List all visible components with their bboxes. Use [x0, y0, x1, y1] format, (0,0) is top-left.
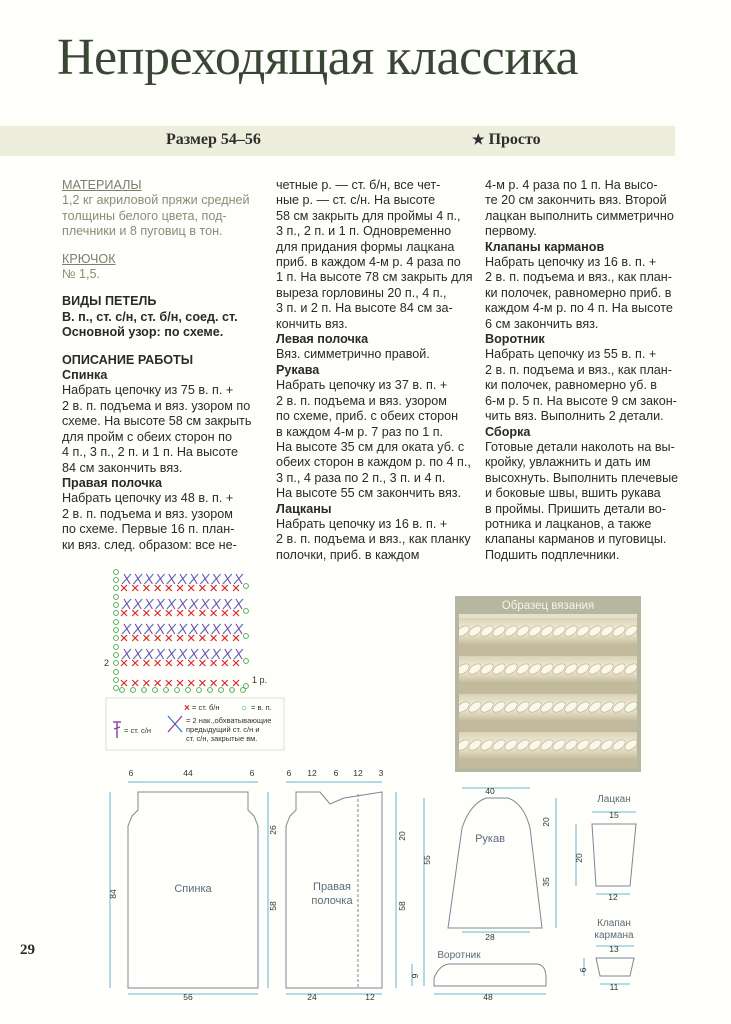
single-crochet-mark	[177, 610, 183, 616]
chain-stitch-mark	[131, 688, 136, 693]
front-dim-t2: 12	[307, 768, 317, 778]
lapel-dim-left: 20	[574, 853, 584, 863]
legend-x-icon: ×	[184, 703, 190, 714]
chain-stitch-mark	[114, 686, 119, 691]
chain-stitch-mark	[244, 634, 249, 639]
chain-stitch-mark	[114, 603, 119, 608]
back-dim-bottom: 56	[183, 992, 193, 1002]
front-label-2: полочка	[311, 895, 353, 907]
sample-title: Образец вязания	[501, 600, 595, 612]
text-line: Спинка	[62, 368, 108, 383]
legend-cross-line-3: ст. с/н, закрытые вм.	[186, 734, 258, 743]
single-crochet-mark	[188, 610, 194, 616]
single-crochet-mark	[222, 585, 228, 591]
text-line: Набрать цепочку из 16 в. п. +	[276, 516, 448, 531]
chain-stitch-mark	[244, 609, 249, 614]
text-column-3	[485, 178, 695, 563]
flap-label-2: кармана	[594, 930, 634, 941]
chart-row-1-label: 1 р.	[252, 675, 268, 685]
chain-stitch-mark	[175, 688, 180, 693]
chain-stitch-mark	[114, 636, 119, 641]
single-crochet-mark	[211, 610, 217, 616]
chain-stitch-mark	[241, 688, 246, 693]
single-crochet-mark	[222, 610, 228, 616]
single-crochet-mark	[121, 635, 127, 641]
single-crochet-mark	[143, 585, 149, 591]
chain-stitch-mark	[153, 688, 158, 693]
legend-o-icon: ○	[241, 703, 248, 714]
star-icon: ★	[472, 133, 485, 148]
line-gap	[62, 240, 268, 252]
sleeve-dim-bottom: 28	[485, 932, 495, 942]
text-line: 2 в. п. подъема и вяз., как планку	[276, 532, 471, 547]
sleeve-dim-right-bottom: 35	[541, 877, 551, 887]
chain-stitch-mark	[120, 688, 125, 693]
single-crochet-mark	[222, 680, 228, 686]
chain-stitch-mark	[114, 628, 119, 633]
front-dim-left-top: 26	[268, 825, 278, 835]
difficulty-text: Просто	[488, 131, 541, 148]
front-dim-bottom: 24	[307, 992, 317, 1002]
text-line: МАТЕРИАЛЫ	[62, 178, 142, 192]
text-line: Лацканы	[276, 501, 332, 516]
text-line: Сборка	[485, 424, 531, 439]
single-crochet-mark	[121, 660, 127, 666]
sleeve-dim-top: 40	[485, 786, 495, 796]
chain-stitch-mark	[114, 653, 119, 658]
text-line: 2 в. п. подъема и вяз. узором по	[62, 398, 251, 413]
text-line: клапаны карманов и пуговицы.	[485, 532, 667, 547]
text-line: каждом 4-м р. по 4 п. На высоте	[485, 301, 673, 316]
text-line: Набрать цепочку из 55 в. п. +	[485, 347, 657, 362]
back-dim-top-left: 6	[128, 768, 134, 778]
lapel-shape	[592, 824, 636, 886]
single-crochet-mark	[233, 680, 239, 686]
legend-cross-icon	[168, 716, 182, 732]
text-line: Клапаны карманов	[485, 239, 605, 254]
chain-stitch-mark	[114, 586, 119, 591]
single-crochet-mark	[199, 660, 205, 666]
text-line: выреза горловины 20 п., 4 п.,	[276, 285, 447, 300]
single-crochet-mark	[177, 585, 183, 591]
front-dim-t4: 12	[353, 768, 363, 778]
text-column-1	[62, 178, 268, 553]
text-line: схеме. На высоте 58 см закрыть	[62, 414, 252, 429]
chain-stitch-mark	[114, 670, 119, 675]
single-crochet-mark	[177, 660, 183, 666]
text-line: кончить вяз.	[276, 316, 348, 331]
single-crochet-mark	[132, 660, 138, 666]
text-line: обеих сторон в каждом р. по 4 п.,	[276, 455, 471, 470]
back-dim-top-mid: 44	[183, 768, 193, 778]
text-line: для пройм с обеих сторон по	[62, 429, 232, 444]
text-line: Правая полочка	[62, 475, 162, 490]
chart-row-2-label: 2	[104, 658, 110, 668]
text-line: 3 п., 4 раза по 2 п., 3 п. и 4 п.	[276, 470, 446, 485]
back-label: Спинка	[174, 883, 212, 895]
single-crochet-mark	[121, 585, 127, 591]
single-crochet-mark	[132, 635, 138, 641]
single-crochet-mark	[199, 610, 205, 616]
text-line: На высоте 55 см закончить вяз.	[276, 486, 462, 501]
front-dim-left-bottom: 58	[268, 901, 278, 911]
back-dim-left: 84	[108, 889, 118, 899]
text-line: 2 в. п. подъема и вяз. узором	[62, 506, 233, 521]
text-line: Рукава	[276, 362, 320, 377]
legend-dc-label: = ст. с/н	[124, 726, 151, 735]
single-crochet-mark	[155, 660, 161, 666]
text-line: первому.	[485, 224, 537, 239]
text-line: ки полочек, равномерно приб. в	[485, 285, 672, 300]
legend-o-label: = в. п.	[251, 703, 272, 712]
single-crochet-mark	[233, 635, 239, 641]
single-crochet-mark	[177, 635, 183, 641]
sample-shadow-band	[455, 720, 641, 732]
text-line: Набрать цепочку из 16 в. п. +	[485, 255, 657, 270]
text-column-2	[276, 178, 482, 563]
text-line: Набрать цепочку из 75 в. п. +	[62, 383, 234, 398]
chain-stitch-mark	[244, 659, 249, 664]
back-dim-top-right: 6	[249, 768, 255, 778]
sleeve-shape	[448, 798, 542, 928]
front-dim-right-bottom: 58	[397, 901, 407, 911]
legend-cross-line-2: предыдущий ст. с/н и	[186, 725, 260, 734]
chart-legend	[106, 698, 284, 750]
single-crochet-mark	[211, 585, 217, 591]
single-crochet-mark	[211, 680, 217, 686]
text-line: 84 см закончить вяз.	[62, 460, 183, 475]
legend-cross-line-1: = 2 нак.,обхватывающие	[186, 716, 272, 725]
single-crochet-mark	[233, 660, 239, 666]
single-crochet-mark	[199, 680, 205, 686]
single-crochet-mark	[211, 660, 217, 666]
text-line: по схеме. Первые 16 п. план-	[62, 522, 235, 537]
text-line: В. п., ст. с/н, ст. б/н, соед. ст.	[62, 309, 238, 324]
text-line: 58 см закрыть для проймы 4 п.,	[276, 208, 461, 223]
text-line: плечники и 8 пуговиц в тон.	[62, 224, 223, 239]
single-crochet-mark	[177, 680, 183, 686]
text-line: высохнуть. Выполнить плечевые	[485, 470, 679, 485]
single-crochet-mark	[188, 660, 194, 666]
chain-stitch-mark	[230, 688, 235, 693]
flap-dim-left: 6	[578, 967, 588, 973]
text-line: те 20 см закончить вяз. Второй	[485, 193, 667, 208]
chain-stitch-mark	[142, 688, 147, 693]
single-crochet-mark	[132, 680, 138, 686]
collar-label: Воротник	[437, 950, 481, 961]
text-line: 2 в. п. подъема и вяз., как план-	[485, 270, 672, 285]
chain-stitch-mark	[114, 645, 119, 650]
front-label-1: Правая	[313, 881, 351, 893]
front-dim-t1: 6	[286, 768, 292, 778]
single-crochet-mark	[121, 680, 127, 686]
lapel-label: Лацкан	[597, 794, 631, 805]
text-line: и боковые швы, вшить рукава	[485, 486, 661, 501]
flap-label-1: Клапан	[597, 918, 631, 929]
text-line: 1 п. На высоте 78 см закрыть для	[276, 270, 473, 285]
text-line: Воротник	[485, 332, 545, 347]
chain-stitch-mark	[186, 688, 191, 693]
chain-stitch-mark	[114, 620, 119, 625]
front-dim-right-top: 20	[397, 831, 407, 841]
lapel-dim-top: 15	[609, 810, 619, 820]
single-crochet-mark	[199, 635, 205, 641]
single-crochet-mark	[132, 585, 138, 591]
text-line: ротника и лацканов, а также	[485, 516, 652, 531]
page-number: 29	[20, 942, 35, 958]
chain-stitch-mark	[114, 578, 119, 583]
text-line: КРЮЧОК	[62, 251, 116, 266]
text-line: № 1,5.	[62, 267, 101, 282]
difficulty-label	[472, 131, 541, 149]
single-crochet-mark	[143, 680, 149, 686]
text-line: 6-м р. 5 п. На высоте 9 см закон-	[485, 393, 677, 408]
collar-dim-bottom: 48	[483, 992, 493, 1002]
text-line: кройку, увлажнить и дать им	[485, 455, 651, 470]
text-line: Основной узор: по схеме.	[62, 325, 224, 340]
text-line: ки вяз. след. образом: все не-	[62, 537, 237, 552]
text-line: Подшить подплечники.	[485, 547, 620, 562]
text-line: чить вяз. Выполнить 2 детали.	[485, 409, 664, 424]
page-title: Непреходящая классика	[57, 29, 579, 86]
single-crochet-mark	[121, 610, 127, 616]
lapel-dim-bottom: 12	[608, 892, 618, 902]
text-line: по схеме, приб. с обеих сторон	[276, 409, 459, 424]
front-dim-bottom-2: 12	[365, 992, 375, 1002]
single-crochet-mark	[222, 635, 228, 641]
chain-stitch-mark	[114, 570, 119, 575]
single-crochet-mark	[188, 585, 194, 591]
header-band	[0, 126, 675, 156]
single-crochet-mark	[233, 610, 239, 616]
text-line: четные р. — ст. б/н, все чет-	[276, 178, 441, 192]
collar-dim-left: 9	[410, 973, 420, 979]
text-line: в каждом 4-м р. 7 раз по 1 п.	[276, 424, 444, 439]
text-line: ОПИСАНИЕ РАБОТЫ	[62, 352, 194, 367]
single-crochet-mark	[155, 635, 161, 641]
flap-shape	[596, 958, 634, 976]
single-crochet-mark	[166, 585, 172, 591]
single-crochet-mark	[166, 660, 172, 666]
sample-shadow-band	[455, 682, 641, 694]
text-line: толщины белого цвета, под-	[62, 208, 227, 223]
text-line: 3 п., 2 п. и 1 п. Одновременно	[276, 224, 452, 239]
text-line: Набрать цепочку из 48 в. п. +	[62, 491, 234, 506]
crochet-chart	[96, 570, 286, 750]
text-line: полочки, приб. в каждом	[276, 547, 420, 562]
single-crochet-mark	[233, 585, 239, 591]
single-crochet-mark	[199, 585, 205, 591]
single-crochet-mark	[166, 680, 172, 686]
single-crochet-mark	[155, 610, 161, 616]
front-dim-t5: 3	[378, 768, 384, 778]
chain-stitch-mark	[208, 688, 213, 693]
single-crochet-mark	[143, 635, 149, 641]
chain-stitch-mark	[114, 661, 119, 666]
text-line: ки полочек, равномерно уб. в	[485, 378, 658, 393]
text-line: ные р. — ст. с/н. На высоте	[276, 193, 436, 208]
chain-stitch-mark	[197, 688, 202, 693]
single-crochet-mark	[143, 660, 149, 666]
chain-stitch-mark	[164, 688, 169, 693]
text-line: 3 п. и 2 п. На высоте 84 см за-	[276, 301, 453, 316]
single-crochet-mark	[188, 635, 194, 641]
legend-x-label: = ст. б/н	[192, 703, 220, 712]
text-line: лацкан выполнить симметрично	[485, 208, 674, 223]
chain-stitch-mark	[114, 678, 119, 683]
text-line: 6 см закончить вяз.	[485, 316, 599, 331]
size-label: Размер 54–56	[166, 131, 261, 148]
text-line: Набрать цепочку из 37 в. п. +	[276, 378, 448, 393]
text-line: 4-м р. 4 раза по 1 п. На высо-	[485, 178, 658, 192]
sleeve-dim-left: 55	[422, 855, 432, 865]
chain-stitch-mark	[114, 611, 119, 616]
single-crochet-mark	[155, 680, 161, 686]
text-line: 2 в. п. подъема и вяз., как план-	[485, 362, 672, 377]
text-line: приб. в каждом 4-м р. 4 раза по	[276, 255, 461, 270]
single-crochet-mark	[188, 680, 194, 686]
flap-dim-top: 13	[609, 944, 619, 954]
single-crochet-mark	[166, 635, 172, 641]
chain-stitch-mark	[244, 584, 249, 589]
text-line: Готовые детали наколоть на вы-	[485, 439, 675, 454]
sleeve-dim-right-top: 20	[541, 817, 551, 827]
text-line: ВИДЫ ПЕТЕЛЬ	[62, 294, 157, 309]
text-line: Левая полочка	[276, 332, 369, 347]
knitting-sample	[455, 596, 641, 772]
text-line: 1,2 кг акриловой пряжи средней	[62, 193, 250, 208]
flap-dim-bottom: 11	[609, 982, 619, 992]
single-crochet-mark	[211, 635, 217, 641]
text-line: На высоте 35 см для оката уб. с	[276, 439, 465, 454]
line-gap	[62, 341, 268, 353]
text-line: для придания формы лацкана	[276, 239, 455, 254]
collar-shape	[434, 964, 546, 986]
text-line: Вяз. симметрично правой.	[276, 347, 430, 362]
legend-dc-icon	[113, 722, 121, 738]
line-gap	[62, 282, 268, 294]
single-crochet-mark	[222, 660, 228, 666]
single-crochet-mark	[155, 585, 161, 591]
single-crochet-mark	[166, 610, 172, 616]
sleeve-label: Рукав	[475, 833, 505, 845]
single-crochet-mark	[143, 610, 149, 616]
single-crochet-mark	[132, 610, 138, 616]
schematics	[0, 764, 731, 1024]
text-line: в проймы. Пришить детали во-	[485, 501, 667, 516]
sample-shadow-band	[455, 644, 641, 656]
text-line: 2 в. п. подъема и вяз. узором	[276, 393, 447, 408]
front-dim-t3: 6	[333, 768, 339, 778]
chain-stitch-mark	[114, 595, 119, 600]
chain-stitch-mark	[219, 688, 224, 693]
text-line: 4 п., 3 п., 2 п. и 1 п. На высоте	[62, 445, 238, 460]
